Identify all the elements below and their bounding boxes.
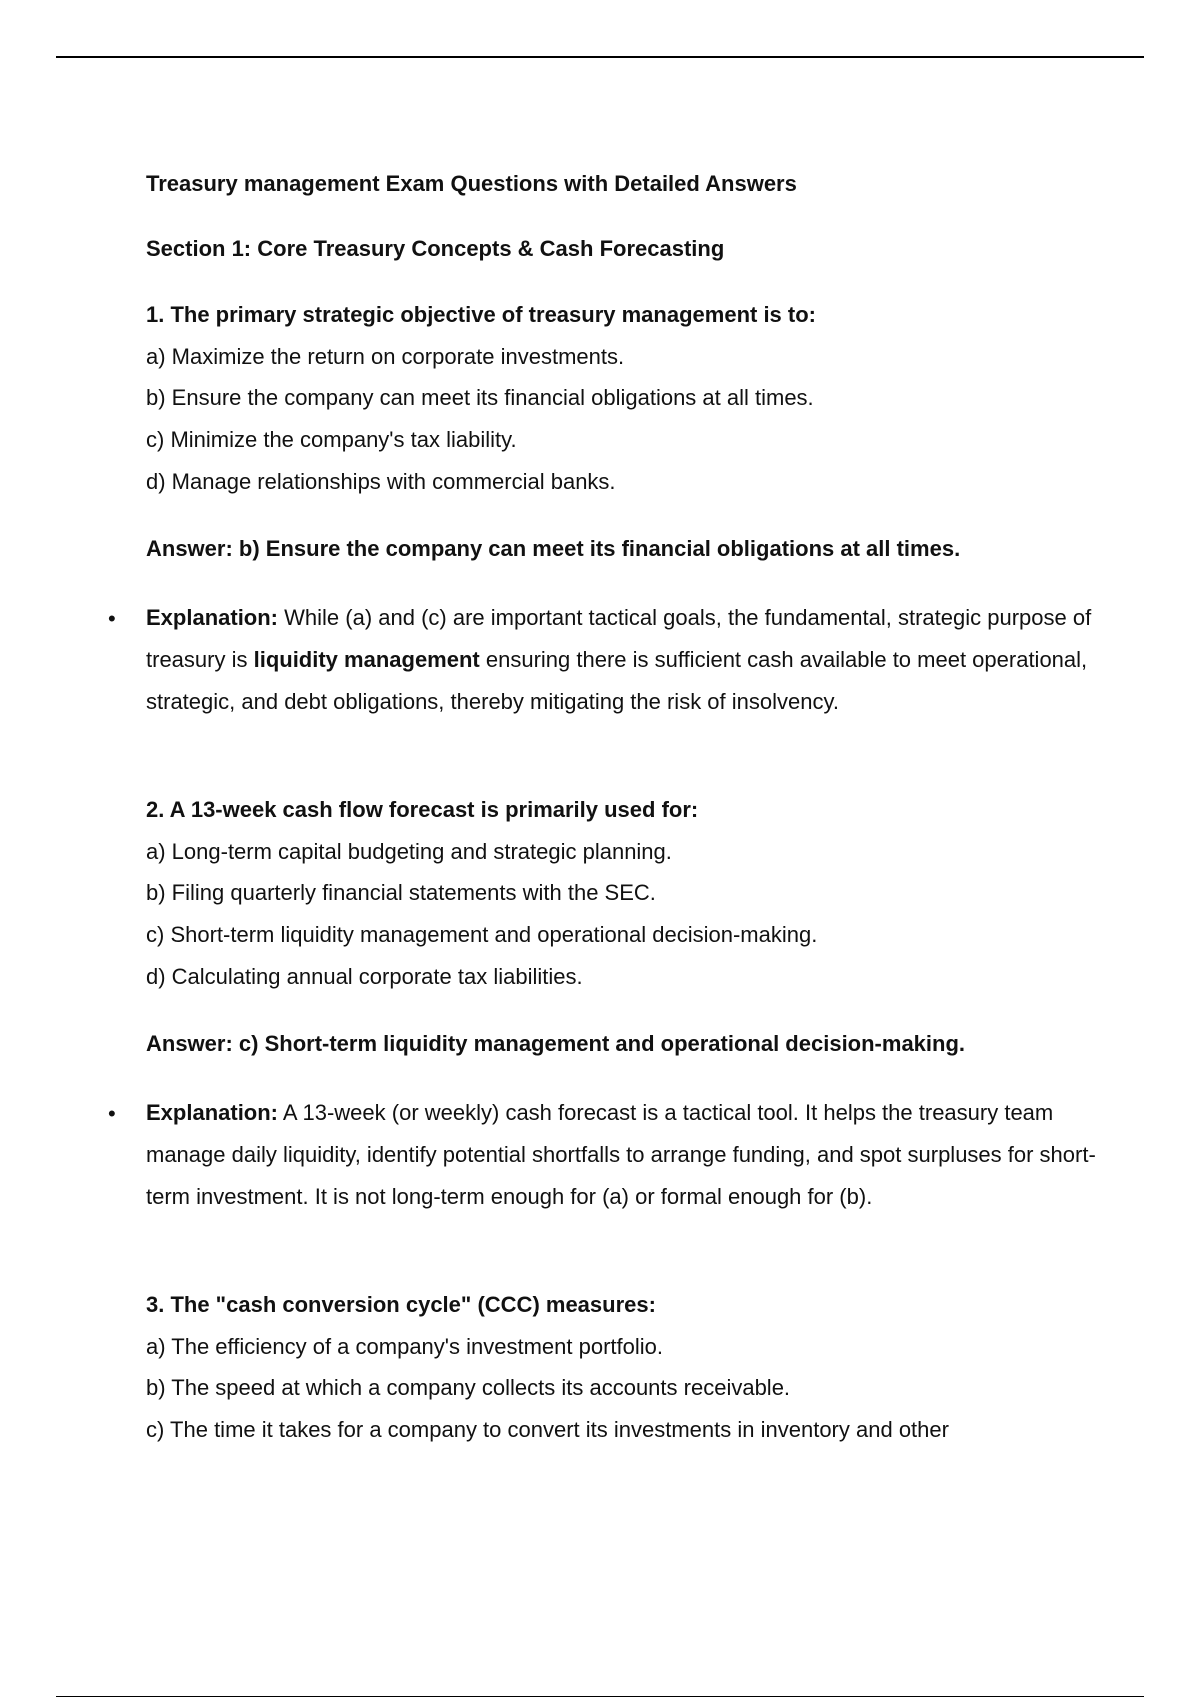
q2-option-c: c) Short-term liquidity management and operational decision-making.	[146, 922, 818, 947]
q2-answer: Answer: c) Short-term liquidity management and operational decision-making.	[146, 1031, 966, 1056]
question-3: 3. The "cash conversion cycle" (CCC) measures:	[146, 1292, 656, 1317]
q1-bullet: •	[108, 606, 116, 631]
q1-option-a: a) Maximize the return on corporate investments.	[146, 344, 625, 369]
q2-option-b: b) Filing quarterly financial statements with the SEC.	[146, 880, 656, 905]
q2-option-d: d) Calculating annual corporate tax liabilities.	[146, 964, 583, 989]
q1-explanation-text-2: ensuring there is sufficient cash available to meet operational, strategic, and debt obligations, thereby mitigating the risk of insolvency.	[146, 647, 1088, 714]
q3-option-a: a) The efficiency of a company's investment portfolio.	[146, 1334, 663, 1359]
section-heading: Section 1: Core Treasury Concepts & Cash Forecasting	[146, 236, 725, 261]
q1-option-b: b) Ensure the company can meet its financial obligations at all times.	[146, 385, 814, 410]
question-2: 2. A 13-week cash flow forecast is primarily used for:	[146, 797, 699, 822]
q2-option-a: a) Long-term capital budgeting and strategic planning.	[146, 839, 672, 864]
document-title: Treasury management Exam Questions with Detailed Answers	[146, 171, 797, 196]
top-rule	[56, 56, 1144, 58]
q2-explanation	[146, 1092, 1096, 1218]
q1-explanation-label: Explanation:	[146, 605, 279, 630]
q1-explanation-bold: liquidity management	[253, 647, 480, 672]
q1-answer: Answer: b) Ensure the company can meet its financial obligations at all times.	[146, 536, 961, 561]
q1-option-d: d) Manage relationships with commercial banks.	[146, 469, 616, 494]
q3-option-c: c) The time it takes for a company to convert its investments in inventory and other	[146, 1417, 949, 1442]
q1-explanation-text-1: While (a) and (c) are important tactical goals, the fundamental, strategic purpose of treasury is	[146, 605, 1092, 672]
q1-explanation	[146, 597, 1096, 723]
question-1: 1. The primary strategic objective of treasury management is to:	[146, 302, 816, 327]
q2-bullet: •	[108, 1101, 116, 1126]
q3-option-b: b) The speed at which a company collects its accounts receivable.	[146, 1375, 791, 1400]
q2-explanation-label: Explanation:	[146, 1100, 279, 1125]
bottom-rule	[56, 1696, 1144, 1697]
q1-option-c: c) Minimize the company's tax liability.	[146, 427, 517, 452]
q2-explanation-text: A 13-week (or weekly) cash forecast is a tactical tool. It helps the treasury team manage daily liquidity, identify potential shortfalls to arrange funding, and spot surpluses for short-term investment. It is not long-term enough for (a) or formal enough for (b).	[146, 1100, 1096, 1209]
